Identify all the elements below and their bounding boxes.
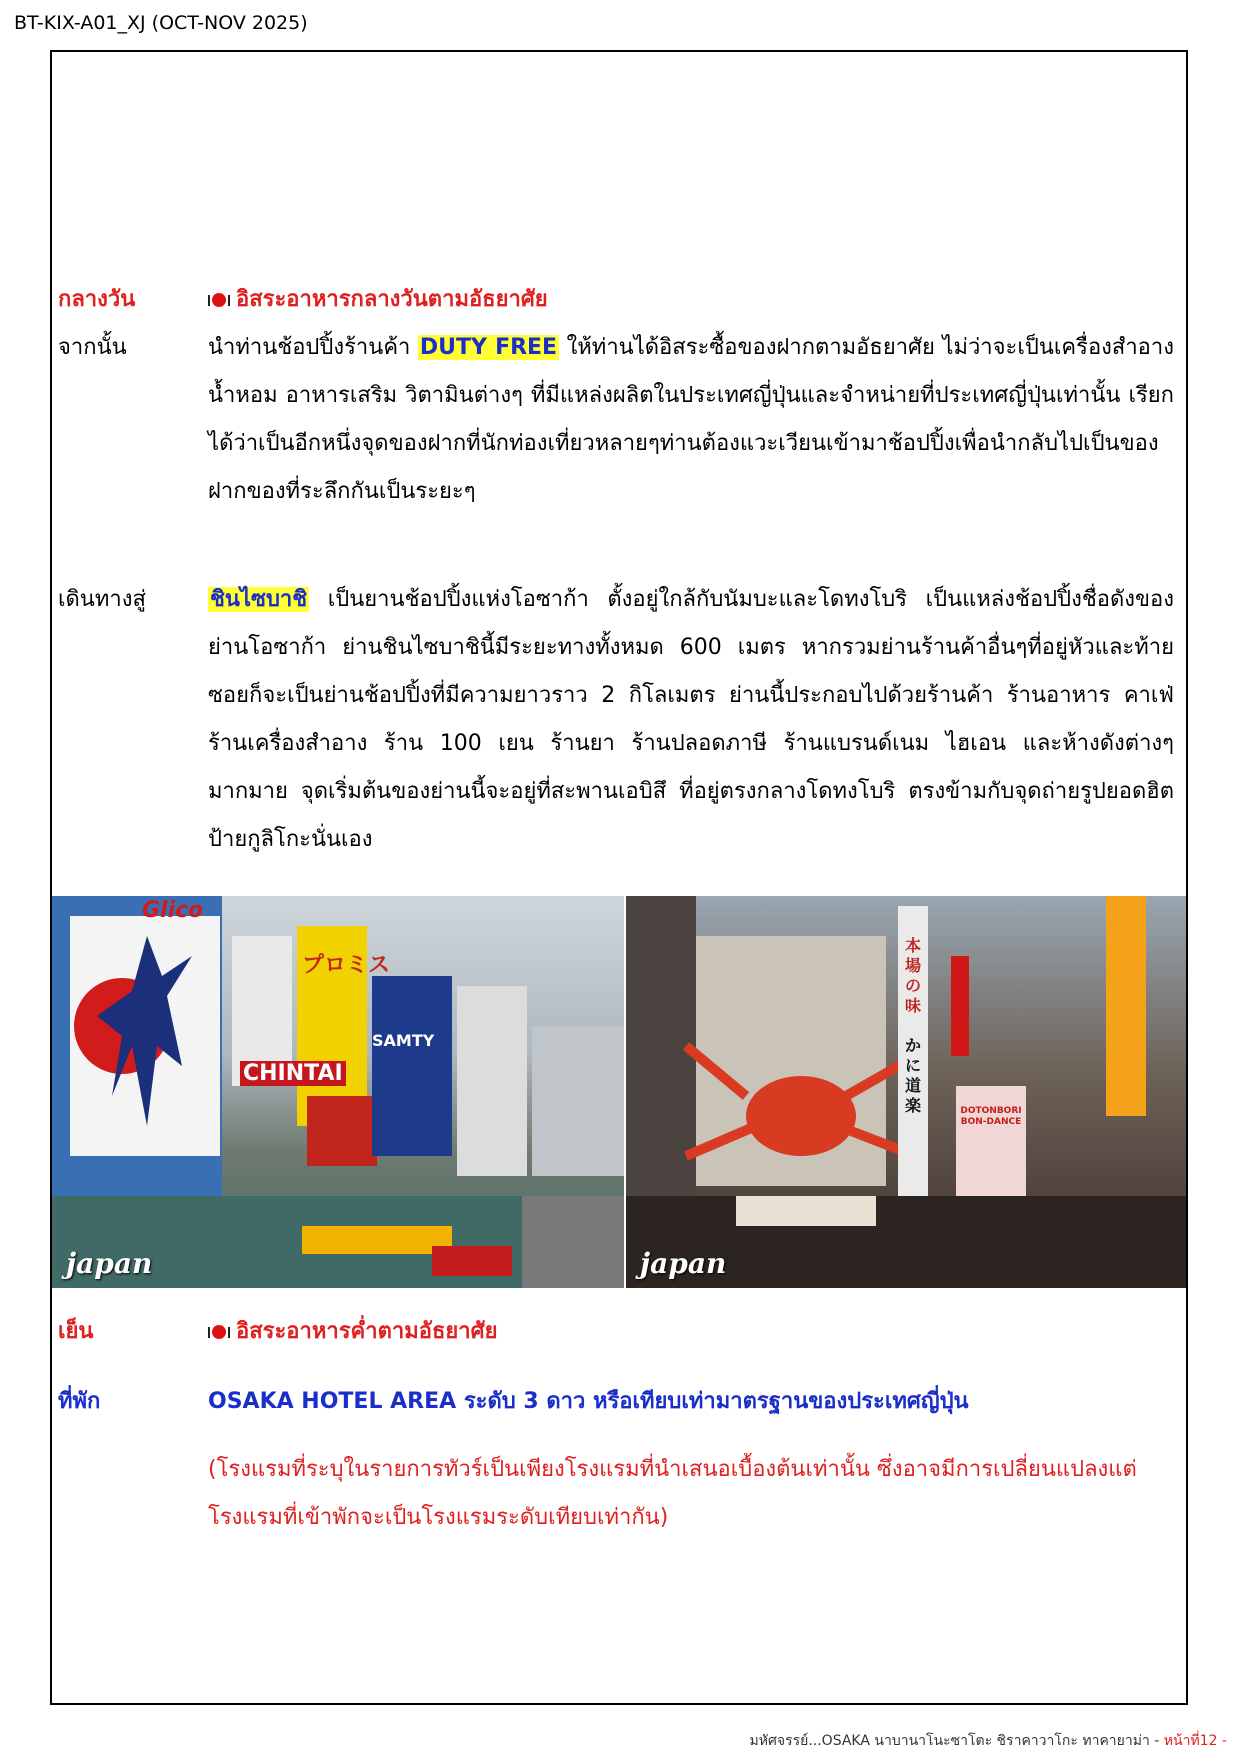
travel-paragraph [208,576,1174,864]
bon-dance-sign: DOTONBORI BON-DANCE [960,1106,1022,1127]
dinner-text: อิสระอาหารค่ำตามอัธยาศัย [236,1319,498,1344]
dotonbori-canal-photo [52,896,624,1288]
page-number: หน้าที่12 - [1163,1733,1227,1749]
afterwards-post: ให้ท่านได้อิสระซื้อของฝากตามอัธยาศัย ไม่ว่าจะเป็นเครื่องสำอาง น้ำหอม อาหารเสริม วิตามินต่างๆ ที่มีแหล่งผลิตในประเทศญี่ปุ่นและจำหน่ายที่ประเทศญี่ปุ่นเท่านั้น เรียกได้ว่าเป็นอีกหนึ่งจุดของฝากที่นักท่องเที่ยวหลายๆท่านต้องแวะเวียนเข้ามาช้อปปิ้งเพื่อนำกลับไปเป็นของฝากของที่ระลึกกันเป็นระยะๆ [208,335,1174,504]
afterwards-label: จากนั้น [58,335,127,360]
hotel-text: OSAKA HOTEL AREA ระดับ 3 ดาว หรือเทียบเท่ามาตรฐานของประเทศญี่ปุ่น [208,1389,969,1414]
kani-sign-vertical: 本場の味 [904,936,921,1015]
footer-title: มหัศจรรย์...OSAKA นาบานาโนะซาโตะ ชิราคาวาโกะ ทาคายาม่า - [749,1733,1164,1749]
dinner-label: เย็น [58,1319,94,1344]
dish-icon [208,1325,230,1339]
duty-free-highlight: DUTY FREE [419,335,558,360]
afterwards-pre: นำท่านช้อปปิ้งร้านค้า [208,335,418,360]
dish-icon [208,293,230,307]
left-watermark: japan [66,1247,153,1280]
document-code: BT-KIX-A01_XJ (OCT-NOV 2025) [14,12,308,34]
lunch-text: อิสระอาหารกลางวันตามอัธยาศัย [236,287,548,312]
hotel-label: ที่พัก [58,1389,101,1414]
afterwards-paragraph [208,324,1174,516]
lunch-label: กลางวัน [58,287,136,312]
dinner-text-wrap [208,1308,1174,1356]
right-watermark: japan [640,1247,727,1280]
kani-doraku-sign: かに道楽 [904,1036,921,1115]
lunch-text-wrap [208,276,1174,324]
glico-sign: Glico [142,898,204,923]
page-footer [750,1730,1227,1752]
chintai-sign: CHINTAI [240,1061,346,1086]
travel-label: เดินทางสู่ [58,587,146,612]
samty-sign: SAMTY [372,1031,435,1050]
kani-doraku-photo [626,896,1186,1288]
promise-sign: プロミス [302,953,391,978]
travel-post: เป็นยานช้อปปิ้งแห่งโอซาก้า ตั้งอยู่ใกล้กับนัมบะและโดทงโบริ เป็นแหล่งช้อปปิ้งชื่อดังของย่านโอซาก้า ย่านชินไซบาชินี้มีระยะทางทั้งหมด 600 เมตร หากรวมย่านร้านค้าอื่นๆที่อยู่หัวและท้ายซอยก็จะเป็นย่านช้อปปิ้งที่มีความยาวราว 2 กิโลเมตร ย่านนี้ประกอบไปด้วยร้านค้า ร้านอาหาร คาเฟ่ ร้านเครื่องสำอาง ร้าน 100 เยน ร้านยา ร้านปลอดภาษี ร้านแบรนด์เนม ไฮเอน และห้างดังต่างๆมากมาย จุดเริ่มต้นของย่านนี้จะอยู่ที่สะพานเอบิสึ ที่อยู่ตรงกลางโดทงโบริ ตรงข้ามกับจุดถ่ายรูปยอดฮิตป้ายกูลิโกะนั่นเอง [208,587,1174,852]
photo-strip [52,896,1186,1288]
shinsaibashi-highlight: ชินไซบาชิ [210,587,308,612]
hotel-note: (โรงแรมที่ระบุในรายการทัวร์เป็นเพียงโรงแรมที่นำเสนอเบื้องต้นเท่านั้น ซึ่งอาจมีการเปลี่ยนแปลงแต่โรงแรมที่เข้าพักจะเป็นโรงแรมระดับเทียบเท่ากัน) [208,1457,1137,1530]
